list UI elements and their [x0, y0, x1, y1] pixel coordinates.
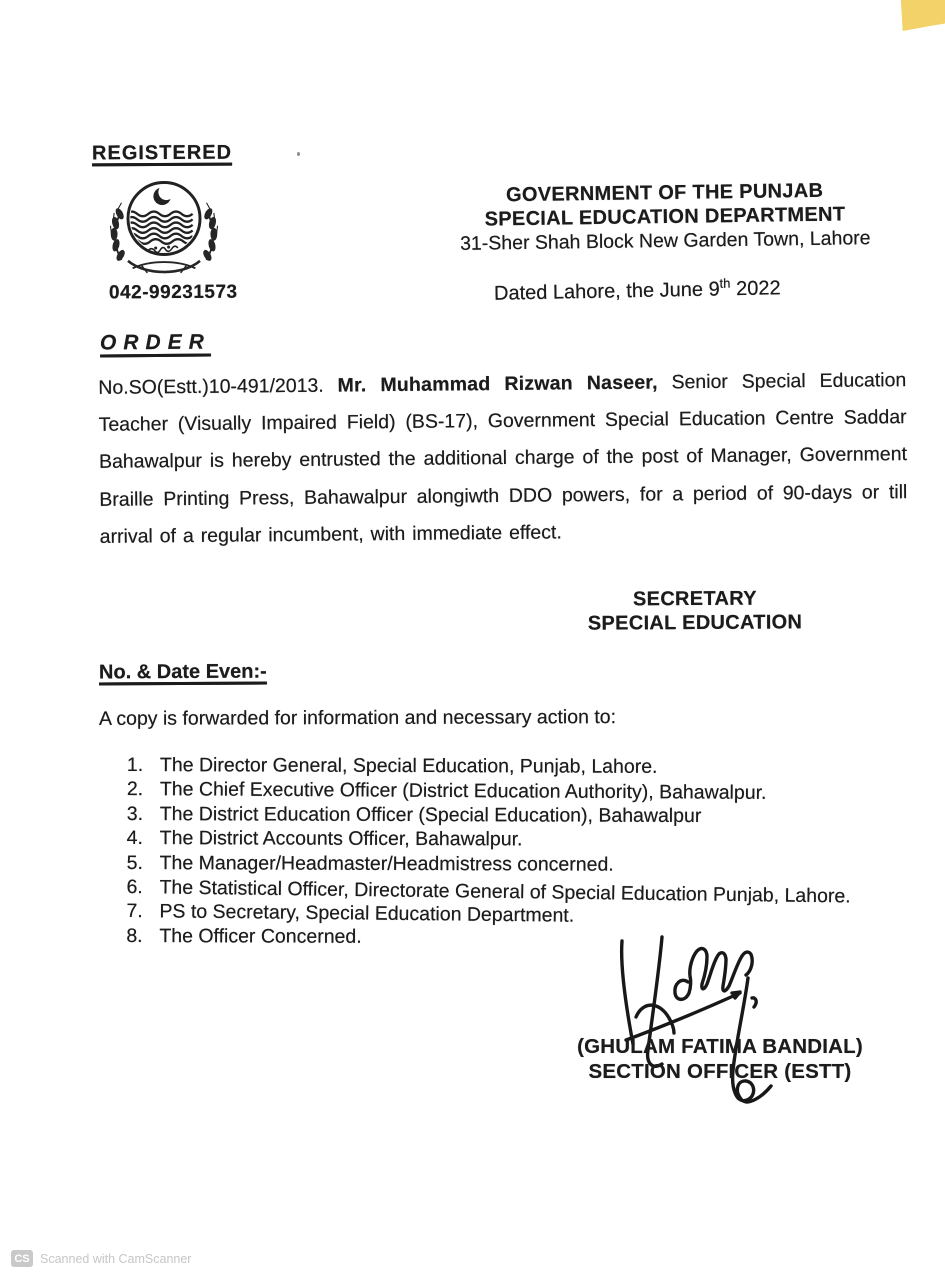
cc-list-item	[127, 826, 937, 853]
cc-item-number: 4.	[126, 827, 144, 850]
registered-label: REGISTERED	[91, 141, 233, 165]
handwritten-signature	[572, 920, 818, 1132]
department-line: SPECIAL EDUCATION DEPARTMENT	[484, 203, 846, 231]
cc-list-item	[127, 802, 937, 829]
cc-item-number: 1.	[126, 754, 144, 777]
cc-item-text: The District Accounts Officer, Bahawalpur.	[159, 827, 523, 851]
camscanner-text: Scanned with CamScanner	[40, 1251, 192, 1266]
cc-list-item	[127, 753, 937, 780]
date-prefix: Dated Lahore, the June 9	[493, 278, 720, 305]
cc-item-text: The Manager/Headmaster/Headmistress concerned.	[159, 851, 614, 876]
cc-item-text: PS to Secretary, Special Education Department.	[159, 900, 575, 928]
punjab-government-crest-logo	[104, 172, 224, 276]
date-ordinal: th	[719, 275, 731, 291]
reference-number: No.SO(Estt.)10-491/2013.	[98, 374, 324, 399]
river-waves	[126, 212, 194, 244]
cc-item-text: The Chief Executive Officer (District Education Authority), Bahawalpur.	[159, 778, 767, 805]
cc-item-number: 2.	[126, 778, 144, 801]
wheat-right	[202, 203, 217, 262]
signature-block	[550, 1035, 890, 1084]
cc-item-text: The Director General, Special Education, Punjab, Lahore.	[159, 754, 658, 778]
cc-item-number: 3.	[126, 802, 144, 825]
camscanner-watermark	[11, 1250, 191, 1267]
signatory-designation: SECTION OFFICER (ESTT)	[588, 1059, 852, 1083]
date-year: 2022	[730, 277, 781, 301]
date-line	[494, 277, 781, 305]
signatory-title-line2: SPECIAL EDUCATION	[587, 610, 803, 635]
signatory-name: (GHULAM FATIMA BANDIAL)	[577, 1035, 863, 1058]
cc-item-text: The Statistical Officer, Directorate General of Special Education Punjab, Lahore.	[159, 876, 851, 908]
signatory-title-line1: SECRETARY	[632, 587, 757, 611]
government-line: GOVERNMENT OF THE PUNJAB	[505, 179, 824, 207]
order-text: Senior Special Education Teacher (Visually Impaired Field) (BS-17), Government Special Education Centre Saddar Bahawalpur is hereby entrusted the additional charge of the post of Manager, Government Braille Printing Press, Bahawalpur alongiwth DDO powers, for a period of 90-days or till arrival of a regular incumbent, with immediate effect.	[98, 369, 908, 548]
order-body	[98, 362, 908, 556]
cc-list-item	[127, 851, 937, 878]
officer-name: Mr. Muhammad Rizwan Naseer,	[337, 371, 658, 397]
phone-number: 042-99231573	[108, 281, 238, 304]
cc-heading: No. & Date Even:-	[98, 660, 267, 684]
scan-speck	[297, 152, 300, 156]
cc-intro: A copy is forwarded for information and necessary action to:	[98, 706, 617, 730]
cc-item-number: 7.	[126, 900, 143, 923]
cc-item-text: The District Education Officer (Special Education), Bahawalpur	[159, 802, 702, 827]
ribbon	[128, 261, 200, 273]
order-heading: ORDER	[99, 330, 211, 355]
sticky-note-corner	[899, 0, 945, 31]
cc-item-number: 8.	[126, 924, 143, 947]
cc-item-number: 5.	[126, 851, 143, 874]
cc-item-text: The Officer Concerned.	[159, 924, 362, 948]
camscanner-badge-icon: CS	[11, 1250, 33, 1267]
address-line: 31-Sher Shah Block New Garden Town, Lahore	[459, 227, 871, 255]
crescent-icon	[153, 184, 174, 205]
signatory-title	[555, 587, 835, 636]
letterhead	[425, 178, 906, 257]
cc-item-number: 6.	[126, 876, 143, 899]
wheat-left	[110, 203, 125, 262]
